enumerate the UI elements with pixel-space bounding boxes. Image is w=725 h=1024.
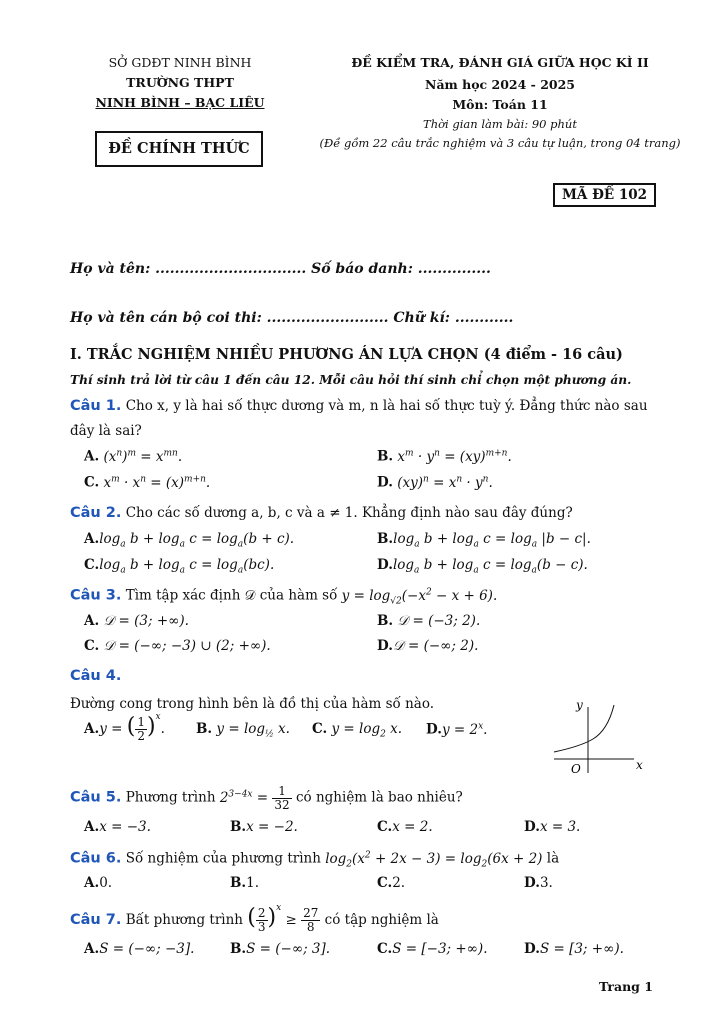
x-axis-label: x bbox=[636, 758, 643, 772]
q1-option-a[interactable]: A. $(x^n)^m = x^{mn}$. bbox=[84, 448, 183, 465]
exam-note: (Đề gồm 22 câu trắc nghiệm và 3 câu tự luận, trong 04 trang) bbox=[319, 136, 681, 150]
q7-option-a[interactable]: A.S = (−∞; −3]. bbox=[84, 941, 195, 957]
q5-equation: $2^{3-4x}$ = bbox=[219, 789, 273, 806]
q4-option-a[interactable]: A.y = ( $\frac{1}{2}$ )$^x$. bbox=[84, 712, 165, 743]
q7-text: Bất phương trình bbox=[125, 912, 243, 928]
q1-option-c[interactable]: C. $x^m \cdot x^n = (x)^{m+n}$. bbox=[84, 474, 211, 491]
name-field[interactable]: ............................... bbox=[155, 261, 307, 277]
q6-equation: $\log_2(x^2 + 2x - 3) = \log_2(6x + 2)$ bbox=[325, 850, 543, 870]
q3-label: Câu 3. bbox=[70, 587, 122, 604]
subject: Môn: Toán 11 bbox=[452, 97, 548, 112]
q7-option-d[interactable]: D.S = [3; +∞). bbox=[524, 941, 624, 957]
school-year: Năm học 2024 - 2025 bbox=[425, 77, 575, 92]
q3-option-c[interactable]: C. 𝒟 = (−∞; −3) ∪ (2; +∞). bbox=[84, 638, 271, 654]
department: SỞ GDĐT NINH BÌNH bbox=[108, 55, 252, 70]
q7-option-c[interactable]: C.S = [−3; +∞). bbox=[377, 941, 488, 957]
q6-option-d[interactable]: D.3. bbox=[524, 875, 553, 891]
q3-option-b[interactable]: B. 𝒟 = (−3; 2). bbox=[377, 613, 481, 629]
q6-text: Số nghiệm của phương trình bbox=[125, 850, 321, 867]
q5-option-c[interactable]: C.x = 2. bbox=[377, 819, 433, 835]
q4-label: Câu 4. bbox=[70, 668, 122, 684]
q7-label: Câu 7. bbox=[70, 912, 122, 928]
q6-label: Câu 6. bbox=[70, 850, 122, 867]
y-axis-label: y bbox=[576, 698, 583, 712]
q3-function: $y = \log_{√2}(-x^2 - x + 6)$. bbox=[341, 587, 498, 607]
section-instruction: Thí sinh trả lời từ câu 1 đến câu 12. Mỗi câu hỏi thí sinh chỉ chọn một phương án. bbox=[70, 373, 632, 387]
q1-option-b[interactable]: B. $x^m \cdot y^n = (xy)^{m+n}$. bbox=[377, 448, 512, 465]
exponential-curve bbox=[554, 705, 614, 752]
exam-title: ĐỀ KIỂM TRA, ĐÁNH GIÁ GIỮA HỌC KÌ II bbox=[351, 55, 649, 70]
q6-option-b[interactable]: B.1. bbox=[230, 875, 260, 891]
q3-text: Tìm tập xác định 𝒟 của hàm số bbox=[125, 587, 338, 604]
signature-field[interactable]: ............ bbox=[454, 310, 514, 326]
q2-option-d[interactable]: $D.\log_a$ $b + \log_a c = \log_a(b - c)$. bbox=[377, 557, 588, 576]
q1-label: Câu 1. bbox=[70, 398, 122, 414]
q5-label: Câu 5. bbox=[70, 789, 122, 806]
q4-option-d[interactable]: $D.y = 2^x$. bbox=[426, 721, 488, 738]
name-label: Họ và tên: bbox=[70, 261, 151, 277]
q2-option-b[interactable]: $B.\log_a$ $b + \log_a c = \log_a |b - c|$. bbox=[377, 531, 591, 550]
q5-option-b[interactable]: B.x = −2. bbox=[230, 819, 298, 835]
q5-text-after: có nghiệm là bao nhiêu? bbox=[295, 789, 463, 806]
q6-option-a[interactable]: A.0. bbox=[84, 875, 113, 891]
school-name-1: TRƯỜNG THPT bbox=[126, 75, 234, 90]
proctor-label: Họ và tên cán bộ coi thi: bbox=[70, 310, 262, 326]
q2-label: Câu 2. bbox=[70, 505, 122, 521]
q2-option-a[interactable]: $A.\log_a$ $b + \log_a c = \log_a(b + c)$. bbox=[84, 531, 295, 550]
q4-graph bbox=[548, 695, 658, 779]
q6-text-after: là bbox=[546, 850, 560, 867]
q5-option-a[interactable]: A.x = −3. bbox=[84, 819, 151, 835]
id-label: Số báo danh: bbox=[311, 261, 413, 277]
q5-text: Phương trình bbox=[125, 789, 216, 806]
q4-text: Đường cong trong hình bên là đồ thị của hàm số nào. bbox=[70, 696, 435, 712]
q1-option-d[interactable]: D. $(xy)^n = x^n \cdot y^n$. bbox=[377, 474, 493, 491]
q2-text: Cho các số dương a, b, c và a ≠ 1. Khẳng định nào sau đây đúng? bbox=[125, 505, 573, 521]
section-title: I. TRẮC NGHIỆM NHIỀU PHƯƠNG ÁN LỰA CHỌN (4 điểm - 16 câu) bbox=[70, 346, 623, 363]
q5-option-d[interactable]: D.x = 3. bbox=[524, 819, 581, 835]
origin-label: O bbox=[571, 762, 581, 776]
school-name-2: NINH BÌNH – BẠC LIÊU bbox=[95, 95, 265, 110]
q1-text: Cho x, y là hai số thực dương và m, n là hai số thực tuỳ ý. Đẳng thức nào sau bbox=[125, 398, 648, 414]
q2-option-c[interactable]: $C.\log_a$ $b + \log_a c = \log_a(bc)$. bbox=[84, 557, 275, 576]
official-badge: ĐỀ CHÍNH THỨC bbox=[95, 131, 263, 167]
id-field[interactable]: ............... bbox=[417, 261, 491, 277]
q4-option-b[interactable]: B. $y = \log_{\frac{1}{2}} x$. bbox=[196, 721, 290, 740]
page-number: Trang 1 bbox=[599, 979, 653, 994]
duration: Thời gian làm bài: 90 phút bbox=[423, 117, 577, 131]
q1-text-2: đây là sai? bbox=[70, 423, 142, 439]
q7-text-after: có tập nghiệm là bbox=[324, 912, 439, 928]
proctor-field[interactable]: ......................... bbox=[266, 310, 389, 326]
q3-option-a[interactable]: A. 𝒟 = (3; +∞). bbox=[84, 613, 189, 629]
q6-option-c[interactable]: C.2. bbox=[377, 875, 406, 891]
q3-option-d[interactable]: D.𝒟 = (−∞; 2). bbox=[377, 638, 479, 654]
q7-option-b[interactable]: B.S = (−∞; 3]. bbox=[230, 941, 331, 957]
exam-code: MÃ ĐỀ 102 bbox=[553, 183, 656, 207]
signature-label: Chữ kí: bbox=[393, 310, 450, 326]
q4-option-c[interactable]: C. $y = \log_2 x$. bbox=[312, 721, 403, 740]
